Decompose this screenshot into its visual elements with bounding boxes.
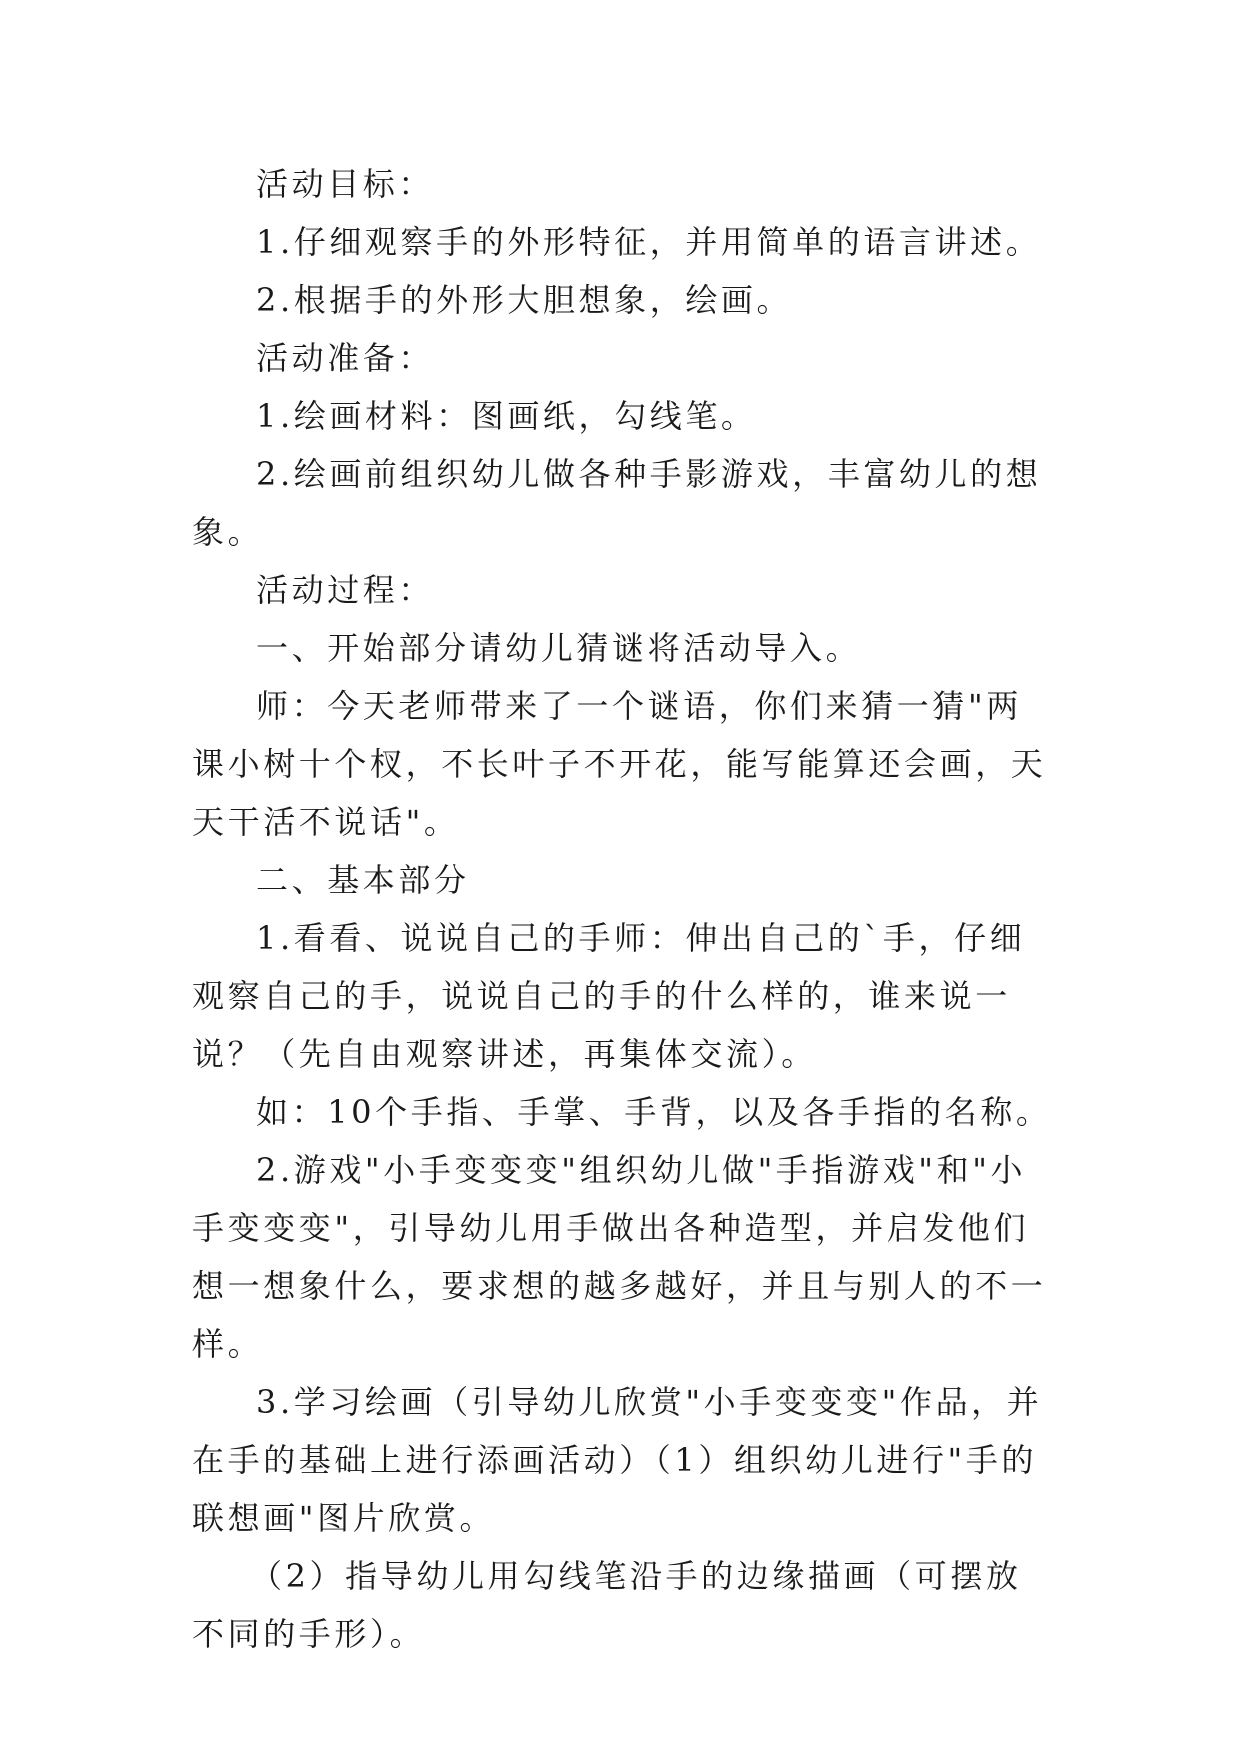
step-example: 如：10个手指、手掌、手背，以及各手指的名称。	[256, 1093, 1052, 1131]
preparation-item-2: 2.绘画前组织幼儿做各种手影游戏，丰富幼儿的想象。	[192, 455, 1042, 551]
document-body	[192, 155, 1052, 1663]
goal-item-2: 2.根据手的外形大胆想象，绘画。	[256, 281, 793, 319]
step-learn-drawing: 3.学习绘画（引导幼儿欣赏"小手变变变"作品，并在手的基础上进行添画活动）（1）组织幼儿进行"手的联想画"图片欣赏。	[192, 1383, 1043, 1537]
heading-activity-process: 活动过程：	[256, 571, 435, 609]
process-part-1: 一、开始部分请幼儿猜谜将活动导入。	[256, 629, 862, 667]
process-part-2: 二、基本部分	[256, 861, 470, 899]
goal-item-1: 1.仔细观察手的外形特征，并用简单的语言讲述。	[256, 223, 1042, 261]
step-trace-hands: （2）指导幼儿用勾线笔沿手的边缘描画（可摆放不同的手形）。	[192, 1557, 1022, 1653]
teacher-riddle: 师：今天老师带来了一个谜语，你们来猜一猜"两课小树十个杈，不长叶子不开花，能写能算还会画，天天干活不说话"。	[192, 687, 1047, 841]
heading-activity-preparation: 活动准备：	[256, 339, 435, 377]
heading-activity-goals: 活动目标：	[256, 165, 435, 203]
step-look-and-talk: 1.看看、说说自己的手师：伸出自己的`手，仔细观察自己的手，说说自己的手的什么样的，谁来说一说？（先自由观察讲述，再集体交流）。	[192, 919, 1026, 1073]
step-hand-game: 2.游戏"小手变变变"组织幼儿做"手指游戏"和"小手变变变"，引导幼儿用手做出各种造型，并启发他们想一想象什么，要求想的越多越好，并且与别人的不一样。	[192, 1151, 1047, 1363]
preparation-item-1: 1.绘画材料：图画纸，勾线笔。	[256, 397, 757, 435]
